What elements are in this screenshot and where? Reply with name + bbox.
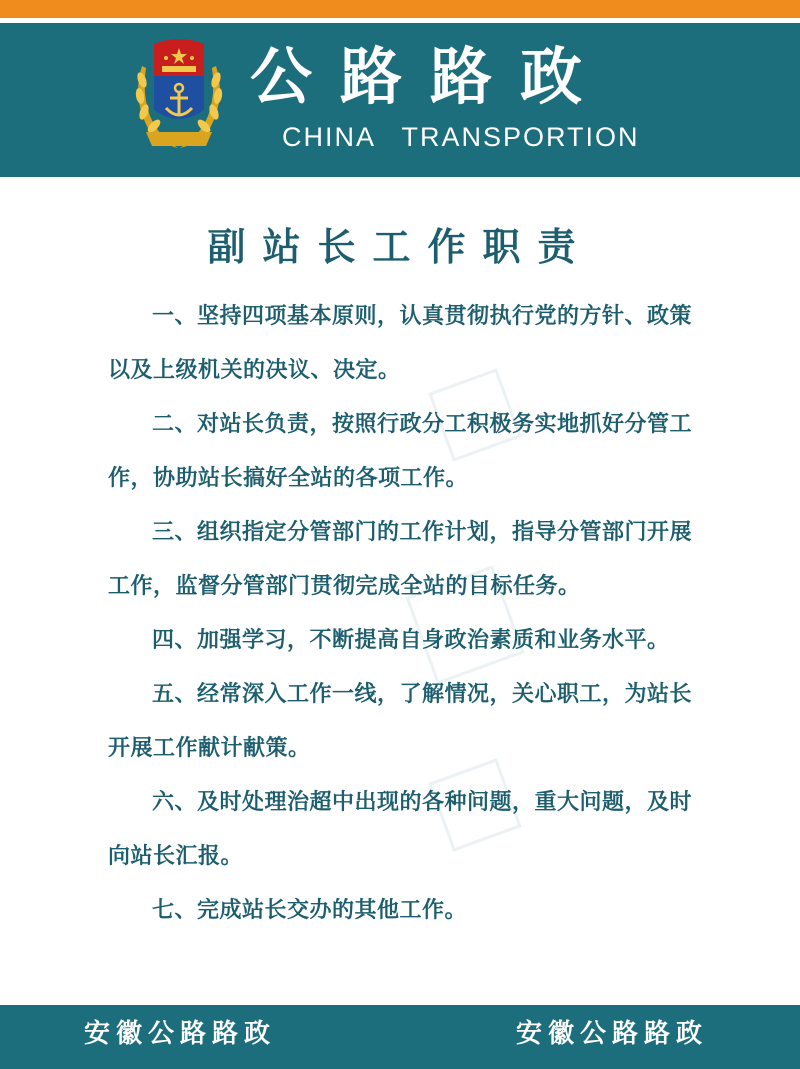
duty-paragraph: 七、完成站长交办的其他工作。 [152, 898, 468, 923]
header-subtitle: CHINA TRANSPORTION [282, 122, 640, 152]
header-title: 公路路政 [250, 40, 611, 113]
document-body [108, 290, 703, 938]
duty-paragraph: 五、经常深入工作一线，了解情况，关心职工，为站长开展工作献计献策。 [108, 682, 693, 761]
duty-paragraph: 二、对站长负责，按照行政分工积极务实地抓好分管工作，协助站长搞好全站的各项工作。 [108, 412, 693, 491]
top-orange-stripe [0, 0, 800, 18]
national-emblem-icon [128, 36, 230, 154]
duty-paragraph: 一、坚持四项基本原则，认真贯彻执行党的方针、政策以及上级机关的决议、决定。 [108, 304, 693, 383]
document-title: 副站长工作职责 [207, 225, 593, 269]
footer-left-label: 安徽公路路政 [84, 1019, 277, 1049]
duty-paragraph: 三、组织指定分管部门的工作计划，指导分管部门开展工作，监督分管部门贯彻完成全站的目标任务。 [108, 520, 693, 599]
footer-right-label: 安徽公路路政 [516, 1019, 709, 1049]
duty-paragraph: 四、加强学习，不断提高自身政治素质和业务水平。 [152, 628, 670, 653]
duty-paragraph: 六、及时处理治超中出现的各种问题，重大问题，及时向站长汇报。 [108, 790, 693, 869]
